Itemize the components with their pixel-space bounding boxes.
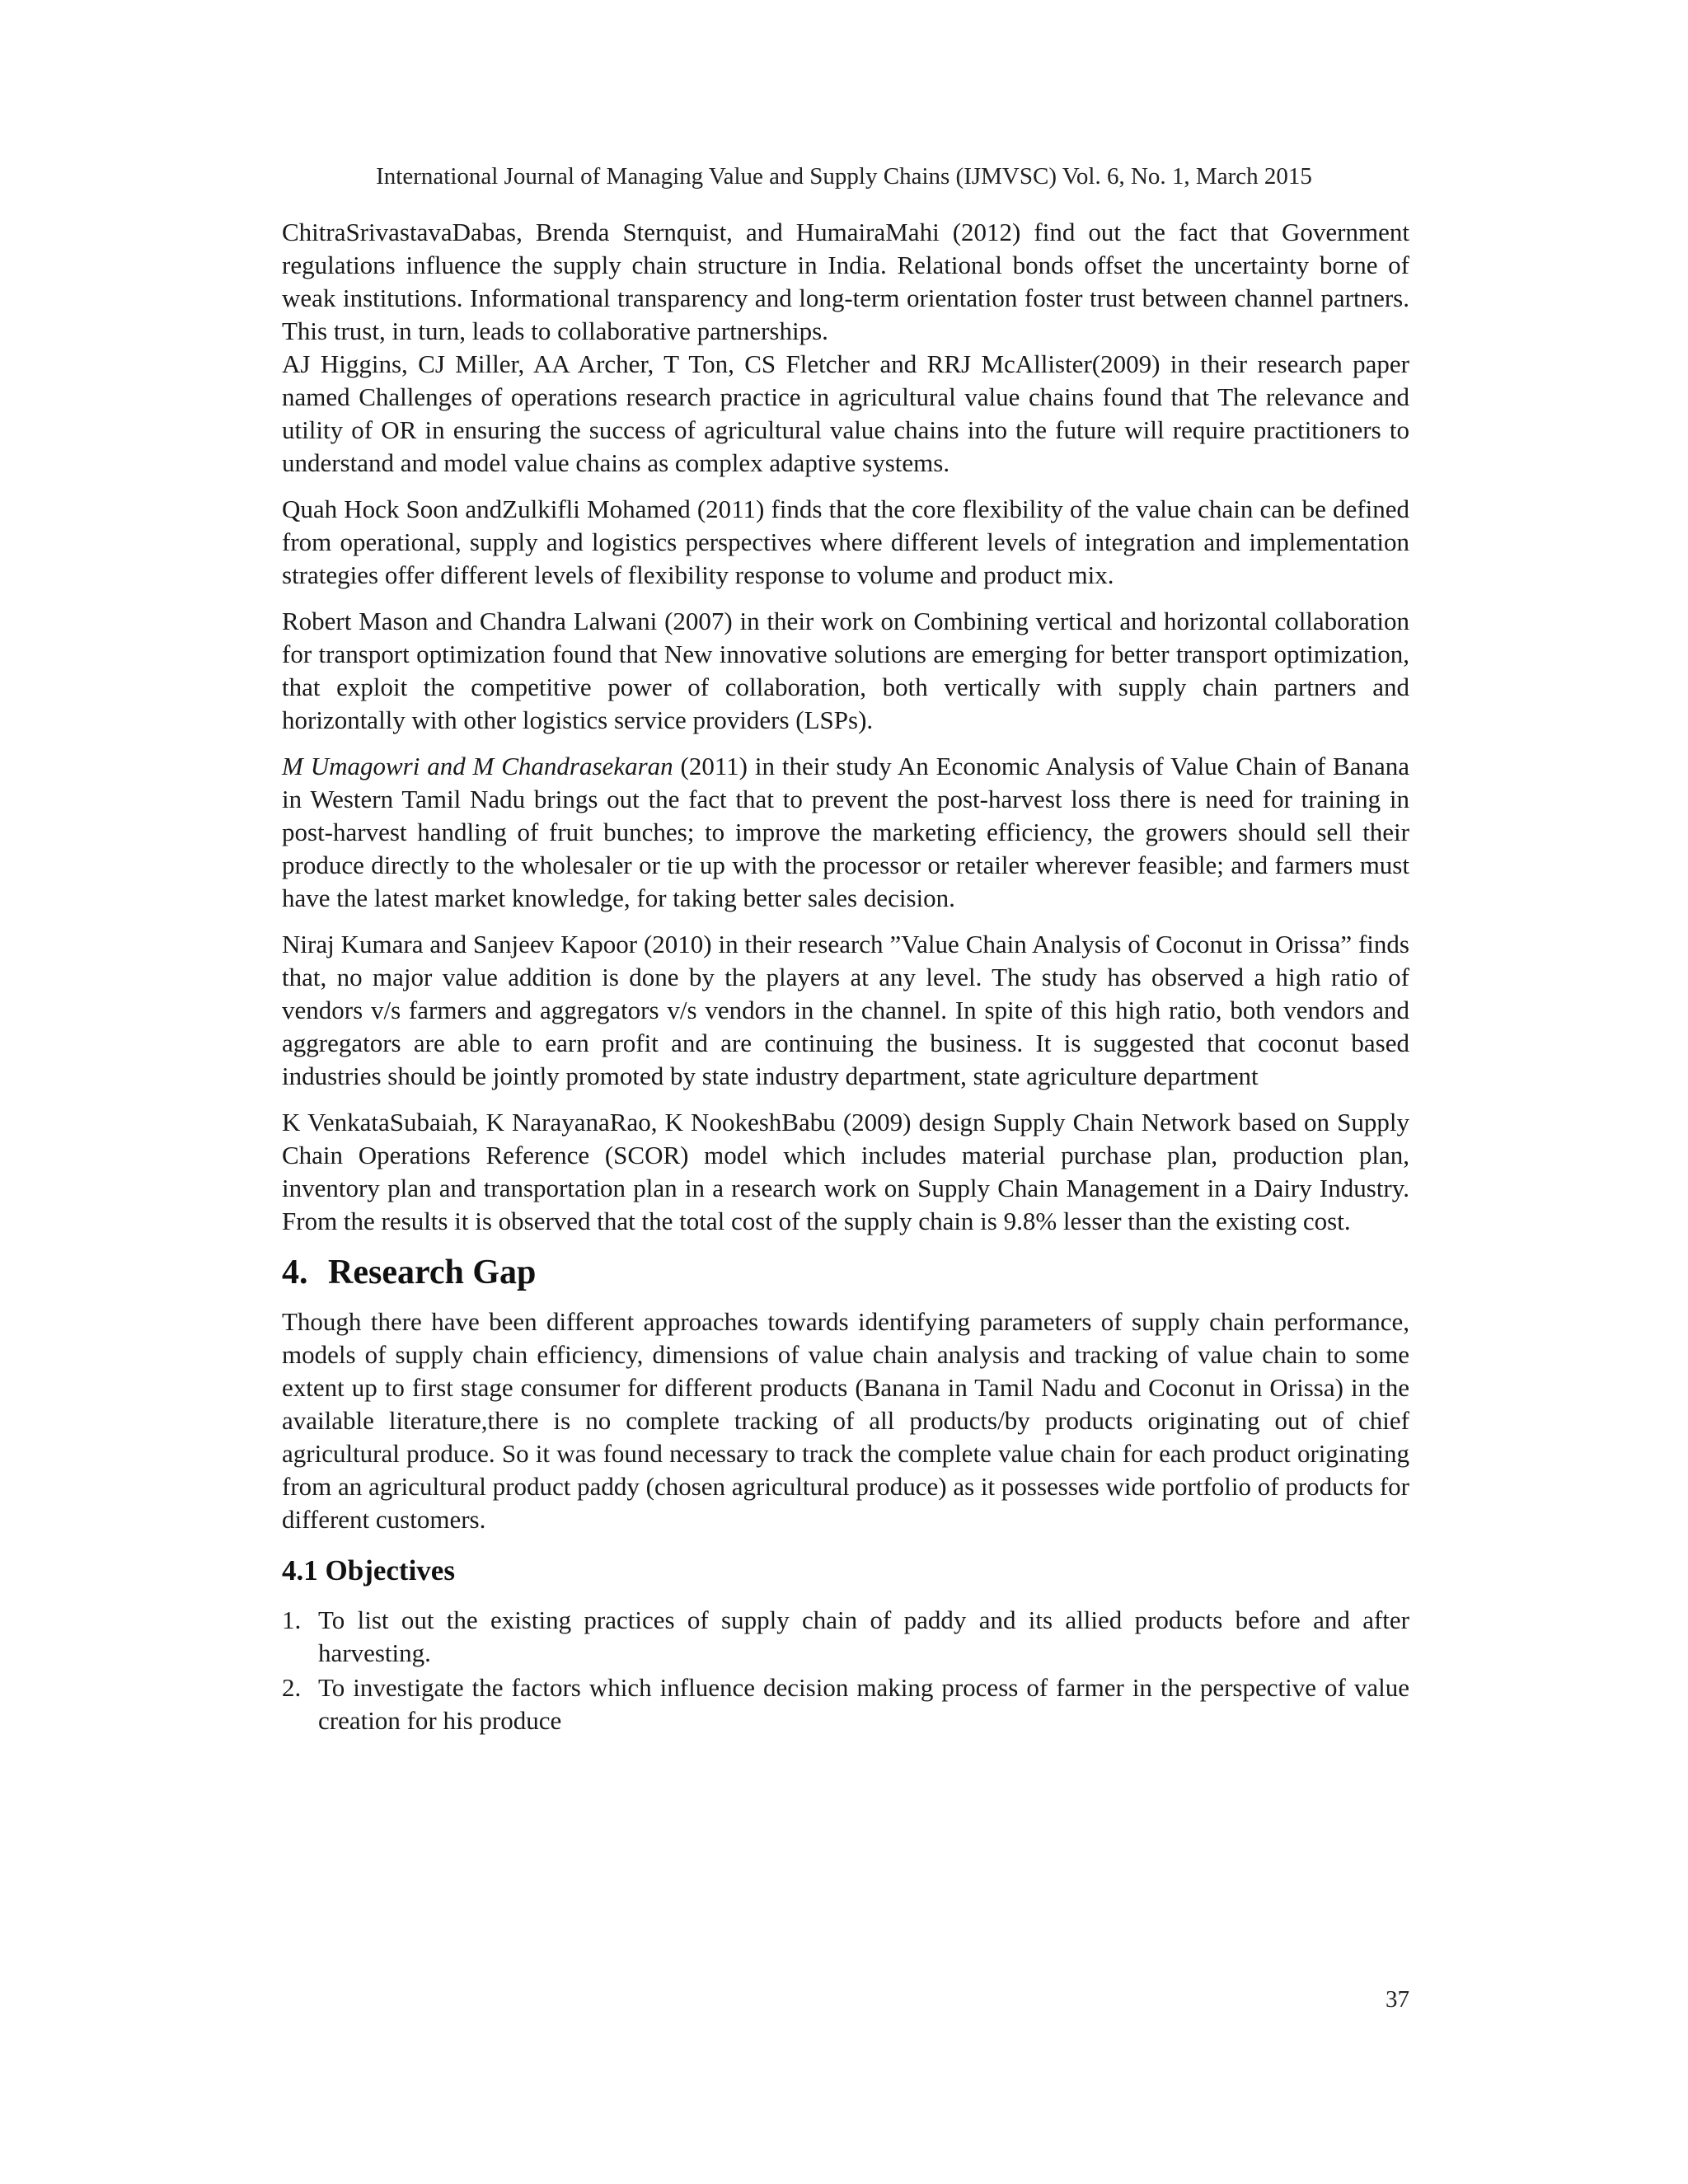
running-header: International Journal of Managing Value and Supply Chains (IJMVSC) Vol. 6, No. 1, March 2015 [376,163,1312,190]
paragraph-text: K VenkataSubaiah, K NarayanaRao, K NookeshBabu (2009) design Supply Chain Network based on Supply Chain Operations Reference (SCOR) model which includes material purchase plan, production plan, inventory plan and transportation plan in a research work on Supply Chain Management in a Dairy Industry. From the results it is observed that the total cost of the supply chain is 9.8% lesser than the existing cost. [282,1108,1409,1235]
paragraph-text: Though there have been different approaches towards identifying parameters of supply chain performance, models of supply chain efficiency, dimensions of value chain analysis and tracking of value chain to some extent up to first stage consumer for different products (Banana in Tamil Nadu and Coconut in Orissa) in the available literature,there is no complete tracking of all products/by products originating out of chief agricultural produce. So it was found necessary to track the complete value chain for each product originating from an agricultural product paddy (chosen agricultural produce) as it possesses wide portfolio of products for different customers. [282,1307,1409,1534]
paragraph-text: Robert Mason and Chandra Lalwani (2007) in their work on Combining vertical and horizontal collaboration for transport optimization found that New innovative solutions are emerging for better transport optimization, that exploit the competitive power of collaboration, both vertically with supply chain partners and horizontally with other logistics service providers (LSPs). [282,607,1409,734]
paragraph-text: Quah Hock Soon andZulkifli Mohamed (2011) finds that the core flexibility of the value chain can be defined from operational, supply and logistics perspectives where different levels of integration and implementation strategies offer different levels of flexibility response to volume and product mix. [282,494,1409,589]
list-item-number: 1. [282,1605,302,1634]
list-item [282,1604,1409,1670]
list-item-text: To investigate the factors which influence decision making process of farmer in the perspective of value creation for his produce [318,1673,1409,1735]
section-heading-research-gap [282,1251,1409,1294]
paragraph-subaiah [282,1106,1409,1238]
paragraph-kumara [282,928,1409,1093]
list-item [282,1671,1409,1737]
paragraph-italic-authors: M Umagowri and M Chandrasekaran [282,752,673,780]
paragraph-umagowri [282,750,1409,915]
paragraph-text: Niraj Kumara and Sanjeev Kapoor (2010) in their research ”Value Chain Analysis of Coconut in Orissa” finds that, no major value addition is done by the players at any level. The study has observed a high ratio of vendors v/s farmers and aggregators v/s vendors in the channel. In spite of this high ratio, both vendors and aggregators are able to earn profit and are continuing the business. It is suggested that coconut based industries should be jointly promoted by state industry department, state agriculture department [282,930,1409,1090]
paragraph-quah [282,493,1409,592]
paragraph-text: (2011) in their study An Economic Analysis of Value Chain of Banana in Western Tamil Nadu brings out the fact that to prevent the post-harvest loss there is need for training in post-harvest handling of fruit bunches; to improve the marketing efficiency, the growers should sell their produce directly to the wholesaler or tie up with the processor or retailer wherever feasible; and farmers must have the latest market knowledge, for taking better sales decision. [282,752,1409,912]
paragraph-mason [282,605,1409,737]
subsection-heading-objectives: 4.1 Objectives [282,1554,455,1586]
list-item-text: To list out the existing practices of supply chain of paddy and its allied products before and after harvesting. [318,1605,1409,1667]
paragraph-higgins [282,348,1409,480]
paragraph-dabas [282,216,1409,348]
paragraph-text: AJ Higgins, CJ Miller, AA Archer, T Ton, CS Fletcher and RRJ McAllister(2009) in their research paper named Challenges of operations research practice in agricultural value chains found that The relevance and utility of OR in ensuring the success of agricultural value chains into the future will require practitioners to understand and model value chains as complex adaptive systems. [282,349,1409,477]
list-item-number: 2. [282,1673,302,1702]
objectives-list [282,1604,1409,1737]
paragraph-research-gap [282,1305,1409,1536]
section-title: Research Gap [328,1254,537,1291]
section-number: 4. [282,1254,308,1291]
article-body [282,216,1409,1739]
paragraph-text: ChitraSrivastavaDabas, Brenda Sternquist, and HumairaMahi (2012) find out the fact that Government regulations influence the supply chain structure in India. Relational bonds offset the uncertainty borne of weak institutions. Informational transparency and long-term orientation foster trust between channel partners. This trust, in turn, leads to collaborative partnerships. [282,218,1409,345]
page-number: 37 [1386,1986,1409,2013]
